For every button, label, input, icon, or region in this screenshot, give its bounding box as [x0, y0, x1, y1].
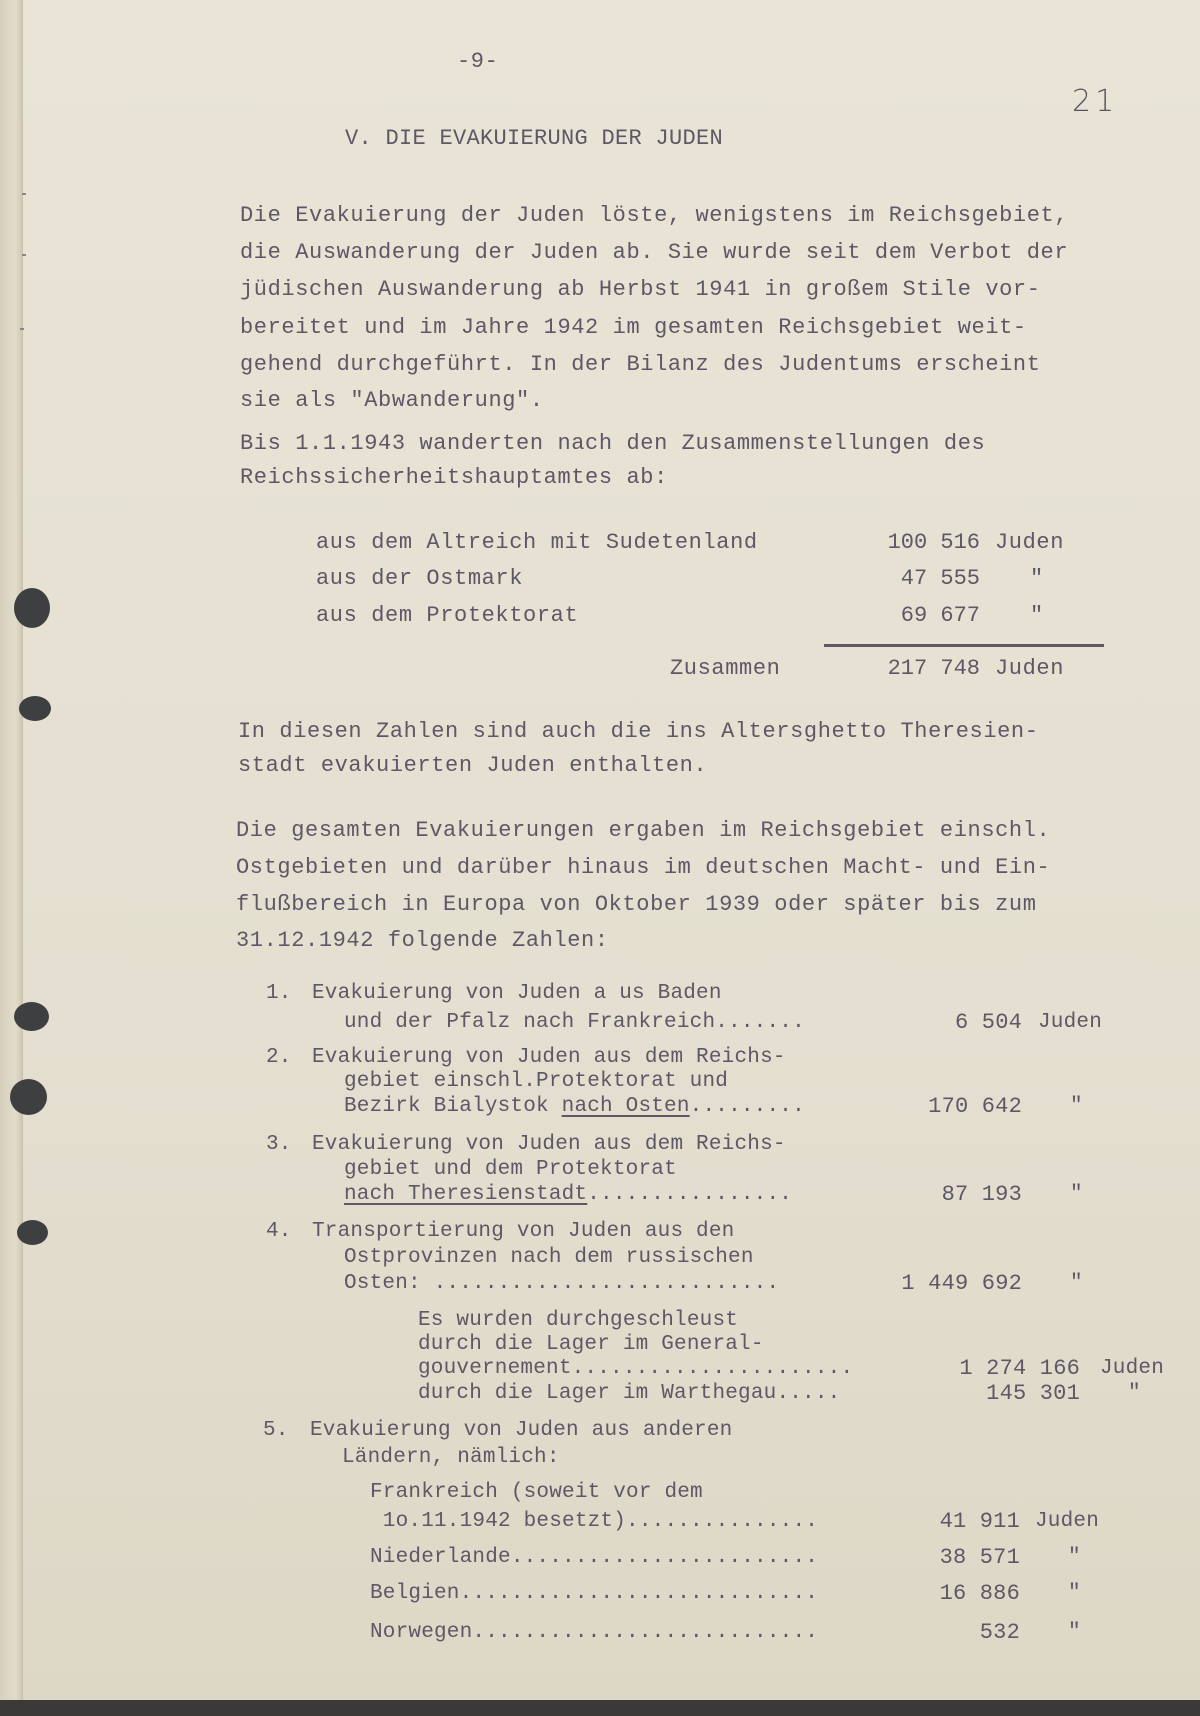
country-value: 532 [979, 1620, 1020, 1645]
leader-dots: ................ [587, 1183, 793, 1206]
row-unit: " [1030, 566, 1044, 591]
punch-hole [17, 1220, 48, 1245]
country-line: Norwegen........................... [370, 1621, 819, 1644]
intro-line: Reichssicherheitshauptamtes ab: [240, 465, 668, 490]
item-line: Ostprovinzen nach dem russischen [344, 1246, 754, 1269]
country-value: 16 886 [939, 1581, 1020, 1606]
intro-line: sie als "Abwanderung". [240, 388, 544, 413]
sub-line: Es wurden durchgeschleust [418, 1309, 739, 1332]
punch-hole [14, 588, 50, 628]
punch-hole [19, 696, 51, 721]
country-unit: " [1068, 1621, 1081, 1644]
item-number: 2. [266, 1046, 292, 1069]
intro-line: jüdischen Auswanderung ab Herbst 1941 in großem Stile vor- [240, 277, 1041, 302]
underlined-destination: nach Theresienstadt [344, 1183, 588, 1206]
page-title: V. DIE EVAKUIERUNG DER JUDEN [345, 126, 724, 151]
item-unit: " [1070, 1183, 1083, 1206]
total-label: Zusammen [670, 656, 781, 681]
binding-edge [0, 0, 23, 1700]
item-value: 87 193 [941, 1182, 1022, 1207]
row-value: 100 516 [887, 530, 980, 555]
underlined-destination: nach Osten [561, 1095, 690, 1118]
row-value: 47 555 [900, 566, 980, 591]
punch-hole [14, 1002, 49, 1031]
item-line: Ländern, nämlich: [342, 1446, 560, 1469]
intro-line: Die Evakuierung der Juden löste, wenigstens im Reichsgebiet, [240, 203, 1069, 228]
country-line: Frankreich (soweit vor dem [370, 1481, 703, 1504]
sub-value: 1 274 166 [959, 1356, 1080, 1381]
page-number: -9- [457, 49, 499, 74]
total-value: 217 748 [887, 656, 980, 681]
sub-line: durch die Lager im Warthegau..... [418, 1382, 841, 1405]
item-line: Transportierung von Juden aus den [312, 1220, 735, 1243]
item-line: Evakuierung von Juden a us Baden [312, 982, 722, 1005]
item-line: und der Pfalz nach Frankreich....... [344, 1011, 805, 1034]
item-number: 5. [263, 1419, 289, 1442]
summary-line: Ostgebieten und darüber hinaus im deutschen Macht- und Ein- [236, 855, 1051, 880]
row-value: 69 677 [900, 603, 980, 628]
item-line: Evakuierung von Juden aus dem Reichs- [312, 1046, 786, 1069]
margin-mark [22, 254, 26, 256]
archive-number: 21 [1072, 84, 1119, 119]
item-unit: " [1070, 1095, 1083, 1118]
row-unit: " [1030, 603, 1044, 628]
item-line [344, 1182, 792, 1208]
intro-line: gehend durchgeführt. In der Bilanz des Judentums erscheint [240, 352, 1041, 377]
intro-line: Bis 1.1.1943 wanderten nach den Zusammenstellungen des [240, 431, 986, 456]
country-unit: Juden [1035, 1510, 1100, 1533]
margin-mark [22, 193, 26, 195]
leader-dots: ......... [689, 1095, 805, 1118]
item-line [344, 1094, 805, 1120]
item-value: 6 504 [954, 1010, 1022, 1035]
item-value: 1 449 692 [901, 1271, 1022, 1296]
item-line-text: Bezirk Bialystok [344, 1095, 562, 1118]
sub-line: gouvernement...................... [418, 1357, 854, 1380]
item-line: gebiet einschl.Protektorat und [344, 1070, 729, 1093]
punch-hole [10, 1079, 47, 1115]
item-line: Evakuierung von Juden aus anderen [310, 1419, 733, 1442]
sub-unit: Juden [1100, 1357, 1165, 1380]
country-line: Niederlande........................ [370, 1546, 819, 1569]
country-value: 41 911 [939, 1509, 1020, 1534]
scan-border [0, 1700, 1200, 1716]
item-value: 170 642 [928, 1094, 1022, 1119]
note-line: In diesen Zahlen sind auch die ins Altersghetto Theresien- [238, 719, 1039, 744]
total-unit: Juden [995, 656, 1065, 681]
item-line: gebiet und dem Protektorat [344, 1158, 677, 1181]
note-line: stadt evakuierten Juden enthalten. [238, 753, 708, 778]
row-label: aus dem Altreich mit Sudetenland [316, 530, 758, 555]
sub-value: 145 301 [986, 1381, 1080, 1406]
intro-line: die Auswanderung der Juden ab. Sie wurde seit dem Verbot der [240, 240, 1069, 265]
row-label: aus dem Protektorat [316, 603, 579, 628]
item-number: 3. [266, 1133, 292, 1156]
item-line: Evakuierung von Juden aus dem Reichs- [312, 1133, 786, 1156]
item-number: 1. [266, 982, 292, 1005]
row-unit: Juden [995, 530, 1065, 555]
item-unit: Juden [1038, 1011, 1103, 1034]
item-number: 4. [266, 1220, 292, 1243]
country-unit: " [1068, 1546, 1081, 1569]
row-label: aus der Ostmark [316, 566, 524, 591]
sub-line: durch die Lager im General- [418, 1333, 764, 1356]
intro-line: bereitet und im Jahre 1942 im gesamten Reichsgebiet weit- [240, 315, 1027, 340]
item-unit: " [1070, 1272, 1083, 1295]
country-line: Belgien............................ [370, 1582, 819, 1605]
country-unit: " [1068, 1582, 1081, 1605]
country-value: 38 571 [939, 1545, 1020, 1570]
summary-line: Die gesamten Evakuierungen ergaben im Reichsgebiet einschl. [236, 818, 1051, 843]
margin-mark [20, 328, 24, 330]
country-line: 1o.11.1942 besetzt)............... [370, 1510, 819, 1533]
summary-line: flußbereich in Europa von Oktober 1939 oder später bis zum [236, 892, 1037, 917]
item-line: Osten: ........................... [344, 1272, 780, 1295]
sum-rule [824, 644, 1104, 647]
summary-line: 31.12.1942 folgende Zahlen: [236, 928, 609, 953]
sub-unit: " [1128, 1382, 1141, 1405]
